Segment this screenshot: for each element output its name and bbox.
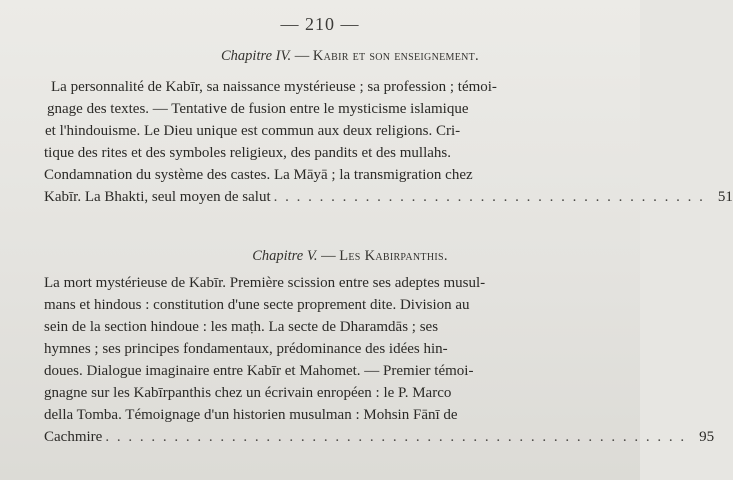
chapter-5-line-8 [44,426,715,448]
chapter-5-line-8-text: Cachmire [44,429,103,445]
page-number: — 210 — [280,14,360,34]
chapter-4-line-4: tique des rites et des symboles religieux, des pandits et des mullahs. [44,145,452,161]
chapter-5-line-6: gnagne sur les Kabīrpanthis chez un écrivain enropéen : le P. Marco [44,385,452,401]
leader-dots: . . . . . . . . . . . . . . . . . . . . . . . . . . . . . . . . . . . . . . . . . . . . . . . . . . . [105,429,687,445]
chapter-4-line-2: gnage des textes. — Tentative de fusion entre le mysticisme islamique [47,101,469,117]
chapter-5-number: Chapitre V. [252,248,318,264]
chapter-5-line-2: mans et hindous : constitution d'une secte proprement dite. Division au [44,297,470,313]
chapter-4-line-5: Condamnation du système des castes. La Māyā ; la transmigration chez [44,167,473,183]
chapter-4-heading [30,48,670,65]
chapter-4-line-1: La personnalité de Kabīr, sa naissance mystérieuse ; sa profession ; témoi- [51,79,497,95]
chapter-5-page-ref: 95 [699,429,715,445]
chapter-5-line-3: sein de la section hindoue : les maṭh. La secte de Dharamdās ; ses [44,319,439,335]
chapter-5-heading [30,248,670,265]
chapter-4-line-6 [44,186,733,208]
chapter-5-separator: — [317,248,340,264]
chapter-5-line-5: doues. Dialogue imaginaire entre Kabīr et Mahomet. — Premier témoi- [44,363,474,379]
chapter-5-line-4: hymnes ; ses principes fondamentaux, prédominance des idées hin- [44,341,448,357]
chapter-5-name: Les Kabirpanthis. [339,248,448,264]
chapter-4-line-6-text: Kabīr. La Bhakti, seul moyen de salut [44,189,271,205]
chapter-4-number: Chapitre IV. [221,48,292,64]
chapter-4-line-3: et l'hindouisme. Le Dieu unique est commun aux deux religions. Cri- [45,123,461,139]
chapter-5-line-7: della Tomba. Témoignage d'un historien musulman : Mohsin Fānī de [44,407,458,423]
chapter-4-name: Kabir et son enseignement. [312,48,479,64]
leader-dots: . . . . . . . . . . . . . . . . . . . . . . . . . . . . . . . . . . . . . . [273,189,705,205]
chapter-4-page-ref: 51 [717,189,733,205]
chapter-5-line-1: La mort mystérieuse de Kabīr. Première scission entre ses adeptes musul- [44,275,486,291]
chapter-4-separator: — [291,48,313,64]
